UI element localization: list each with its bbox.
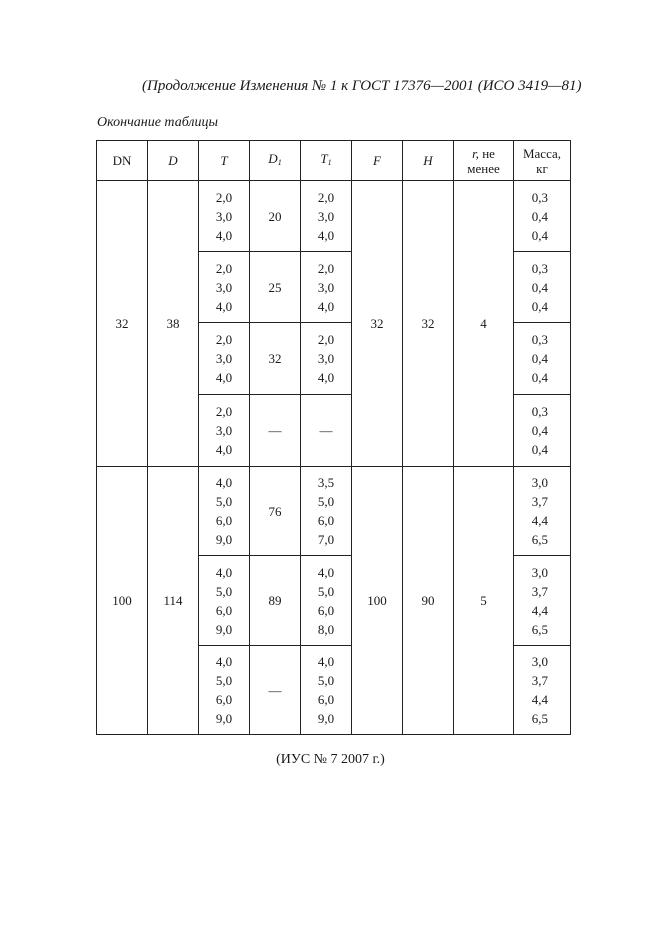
header-mass: Масса, кг — [514, 141, 571, 181]
cell-t1: 4,0 5,0 6,0 9,0 — [301, 646, 352, 735]
cell-d: 38 — [148, 181, 199, 467]
cell-t: 2,0 3,0 4,0 — [199, 252, 250, 323]
header-d: D — [148, 141, 199, 181]
cell-d1: — — [250, 395, 301, 467]
cell-t1: — — [301, 395, 352, 467]
cell-mass: 3,0 3,7 4,4 6,5 — [514, 467, 571, 556]
cell-h: 90 — [403, 467, 454, 735]
cell-d1: 89 — [250, 556, 301, 646]
cell-t1: 2,0 3,0 4,0 — [301, 323, 352, 395]
cell-d1: 20 — [250, 181, 301, 252]
cell-t1: 2,0 3,0 4,0 — [301, 181, 352, 252]
cell-t: 4,0 5,0 6,0 9,0 — [199, 646, 250, 735]
cell-f: 32 — [352, 181, 403, 467]
cell-mass: 0,3 0,4 0,4 — [514, 181, 571, 252]
cell-h: 32 — [403, 181, 454, 467]
header-d1: $D_1$ — [250, 141, 301, 181]
cell-t1: 2,0 3,0 4,0 — [301, 252, 352, 323]
document-header: (Продолжение Изменения № 1 к ГОСТ 17376—2001 (ИСО 3419—81) — [142, 78, 582, 94]
cell-t: 4,0 5,0 6,0 9,0 — [199, 556, 250, 646]
cell-t1: 4,0 5,0 6,0 8,0 — [301, 556, 352, 646]
table-row — [97, 181, 571, 252]
cell-t1: 3,5 5,0 6,0 7,0 — [301, 467, 352, 556]
table-body — [97, 181, 571, 735]
cell-mass: 0,3 0,4 0,4 — [514, 395, 571, 467]
table-header-row — [97, 141, 571, 181]
cell-d: 114 — [148, 467, 199, 735]
header-dn: DN — [97, 141, 148, 181]
cell-d1: 25 — [250, 252, 301, 323]
cell-mass: 3,0 3,7 4,4 6,5 — [514, 646, 571, 735]
cell-mass: 0,3 0,4 0,4 — [514, 252, 571, 323]
cell-d1: — — [250, 646, 301, 735]
cell-d1: 76 — [250, 467, 301, 556]
header-t: T — [199, 141, 250, 181]
cell-mass: 3,0 3,7 4,4 6,5 — [514, 556, 571, 646]
header-h: H — [403, 141, 454, 181]
cell-dn: 32 — [97, 181, 148, 467]
table-continuation-label: Окончание таблицы — [97, 115, 218, 130]
document-footer: (ИУС № 7 2007 г.) — [276, 752, 385, 767]
cell-d1: 32 — [250, 323, 301, 395]
cell-t: 4,0 5,0 6,0 9,0 — [199, 467, 250, 556]
cell-r-min: 5 — [454, 467, 514, 735]
cell-dn: 100 — [97, 467, 148, 735]
header-f: F — [352, 141, 403, 181]
cell-f: 100 — [352, 467, 403, 735]
cell-r-min: 4 — [454, 181, 514, 467]
cell-t: 2,0 3,0 4,0 — [199, 323, 250, 395]
table-row — [97, 467, 571, 556]
cell-t: 2,0 3,0 4,0 — [199, 395, 250, 467]
cell-mass: 0,3 0,4 0,4 — [514, 323, 571, 395]
dimensions-table — [96, 140, 571, 735]
cell-t: 2,0 3,0 4,0 — [199, 181, 250, 252]
header-t1: $T_1$ — [301, 141, 352, 181]
header-r-min: r, не менее — [454, 141, 514, 181]
